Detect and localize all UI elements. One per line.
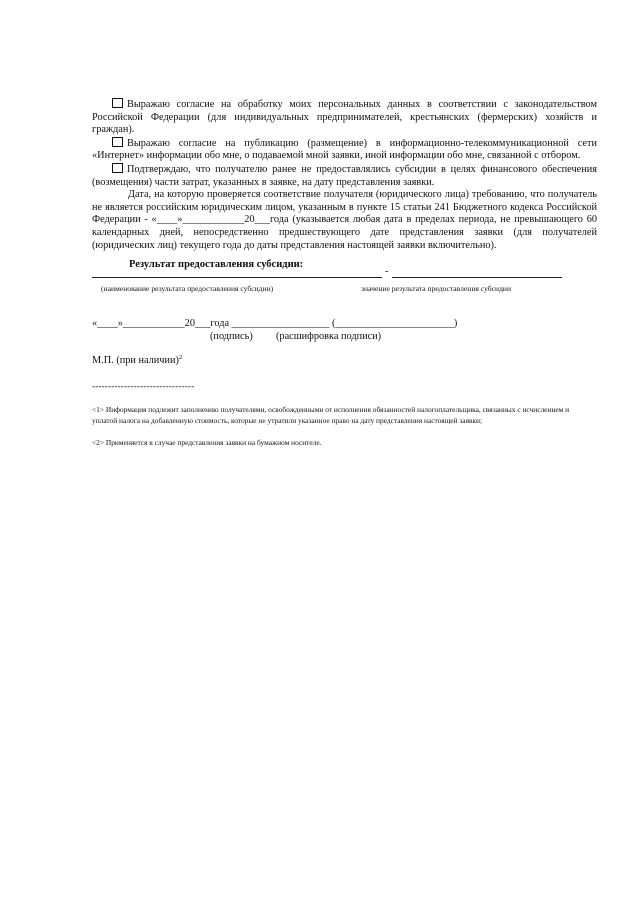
signature-caption: (подпись): [210, 331, 253, 342]
footnote-1: <1> Информация подлежит заполнению получателями, освобожденными от исполнения обязанностей налогоплательщика, связанных с исчислением и уплатой налога на добавленную стоимость, которые не утратили указанное право на дату представления настоящей заявки;: [92, 405, 570, 425]
date-check-paragraph: Дата, на которую проверяется соответствие получателя (юридического лица) требованию, что получатель не является российским юридическим лицом, указанным в пункте 15 статьи 241 Бюджетного кодекса Российской Федерации - «____»____________20___года (указывается любая дата в пределах периода, не превышающего 60 календарных дней, непосредственно предшествующего дате представления заявки (для получателей (юридических лиц) текущего года до даты представления настоящей заявки включительно).: [92, 189, 597, 251]
form-body: [92, 98, 597, 252]
result-heading: Результат предоставления субсидии:: [129, 259, 304, 270]
footnote-separator: --------------------------------: [92, 381, 195, 391]
consent-publication-paragraph: [92, 137, 597, 163]
confirm-no-subsidy-paragraph: [92, 163, 597, 189]
result-dash: -: [385, 266, 389, 277]
footnote-2: <2> Применяется в случае представления заявки на бумажном носителе.: [92, 438, 322, 447]
stamp-footnote-mark: 2: [178, 354, 183, 361]
consent-personal-data-paragraph: [92, 98, 597, 137]
confirm-no-subsidy-checkbox[interactable]: [112, 163, 123, 173]
result-name-field[interactable]: [92, 277, 382, 278]
confirm-no-subsidy-text: Подтверждаю, что получателю ранее не предоставлялись субсидии в целях финансового обеспечения (возмещения) части затрат, указанных в заявке, на дату представления заявки.: [92, 163, 597, 188]
signature-decode-caption: (расшифровка подписи): [276, 331, 382, 342]
stamp-label: М.П. (при наличии)$^2$: [92, 354, 183, 366]
consent-personal-data-checkbox[interactable]: [112, 98, 123, 108]
result-name-caption: (наименование результата предоставления субсидии): [101, 284, 274, 293]
consent-personal-data-text: Выражаю согласие на обработку моих персональных данных в соответствии с законодательством Российской Федерации (для индивидуальных предпринимателей, крестьянских (фермерских) хозяйств и граждан).: [92, 99, 597, 136]
consent-publication-checkbox[interactable]: [112, 137, 123, 147]
consent-publication-text: Выражаю согласие на публикацию (размещение) в информационно-телекоммуникационной сети «Интернет» информации обо мне, о подаваемой мной заявки, иной информации обо мне, связанной с отбором.: [92, 137, 597, 162]
result-value-field[interactable]: [392, 277, 562, 278]
signature-date-line[interactable]: «____»____________20___года ___________________ (_______________________): [92, 318, 458, 329]
result-value-caption: значение результата предоставления субсидии: [361, 284, 512, 293]
